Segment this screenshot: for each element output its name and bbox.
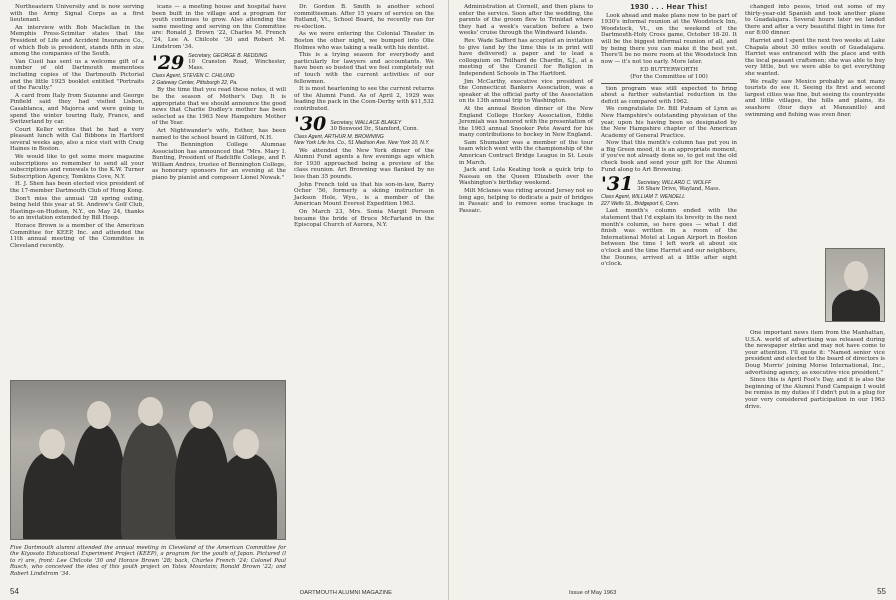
reunion-box-title: 1930 . . . Hear This! (630, 2, 708, 11)
class-31-header (601, 173, 737, 196)
paragraph: By the time that you read these notes, it will be the season of Mother's Day. It is appropriate that we should announce the good news that Charlie Dudley's mother has been selected as the 1963 New Hampshire Mother of the Year. (152, 87, 286, 127)
paragraph: At the annual Boston dinner of the New England College Hockey Association, Eddie Jeremiah was honored with the presentation of the 1963 annual Snooker Pete Award for his many contributions to hockey in New England. (459, 105, 593, 139)
paragraph: Administration at Cornell, and then plans to enter the service. Soon after the wedding, the parents of the groom flew to Trinidad where they had a week's vacation before a two weeks' cruise through the Windward Islands. (459, 4, 593, 37)
paragraph: Milt Mclanes was riding around Jersey not so long ago, helping to dedicate a pair of bridges in Passaic and to remove some trackage in Passaic. (459, 188, 593, 214)
paragraph: An interview with Bob Maclellan in the Memphis Press-Scimitar states that the President of Life and Accident Insurance Co., of which Bob is president, stands fifth in size among the companies of the South. (10, 24, 144, 58)
paragraph: Harriet and I spent the next two weeks at Lake Chapala about 30 miles south of Guadalajara. Harriet was entranced with the place and with the local peasant craftsmen; she was able to buy very little, but we were able to get everything she wanted. (745, 37, 885, 77)
class-29-header (152, 52, 286, 75)
paragraph: Rev. Wade Safford has accepted an invitation to give (and by the time this is in print will have delivered) a paper and to lead a colloquium on Teilhard de Chardin, S.J., at a meeting of the Council for Religion in Independent Schools in The Hartford. (459, 37, 593, 77)
paragraph: We really saw Mexico probably as not many tourists do see it. Seeing its first and second largest cities was fine, but seeing its countryside and little villages, the hills and plains, its seashore (four days at Manzanillo) and swimming and fishing was even finer. (745, 78, 885, 118)
paragraph: The Bennington College Alumnae Association has announced that "Mrs. Mary I. Bunting, President of Radcliffe College, and F. William Andres, trustee of Bennington College, as honorary sponsors for an evening at the piano by pianist and composer Lionel Nowak." (152, 142, 286, 182)
paragraph: changed into pesos, tried out some of my thirty-year-old Spanish and took another plane to Guadalajara. Several hours later we landed there and after a very beautiful flight in time for our 8:00 dinner. (745, 4, 885, 37)
paragraph: tion program was still expected to bring about a further substantial reduction in the deficit as compared with 1962. (601, 85, 737, 105)
paragraph: We congratulate Dr. Bill Putnam of Lynn as New Hampshire's outstanding physician of the year, upon his having been so designated by the New Hampshire chapter of the American Academy of General Practice. (601, 106, 737, 139)
class-agent: Class Agent, ARTHUR M. BROWNING New York Life Ins. Co., 51 Madison Ave. New York 10, N.Y. (294, 133, 430, 147)
page-number-left: 54 (10, 587, 19, 596)
class-agent: Class Agent, STEVEN C. CHILUND 2 Gateway Center, Pittsburgh 22, Pa. (152, 73, 238, 86)
class-year: '29 (152, 52, 185, 75)
paragraph: Northeastern University and is now serving with the Army Signal Corps as a first lieutenant. (10, 4, 144, 24)
photo-caption: Five Dartmouth alumni attended the annual meeting in Cleveland of the American Committee for the Kiyosato Educational Experiment Project (KEEP), a program for the youth of Japan. Pictured (l to r) are, front: Lee Chilcote '30 and Horace Brown '28; back, Charles French '24; Colonel Paul Rusch, who conceived the idea of this youth project on Yatsu Mountain; Ronald Brown '22; and Robert Lindstrom '34. (10, 545, 286, 577)
right-column-2 (601, 4, 737, 269)
person-head (138, 397, 163, 426)
class-secretary: Secretary, GEORGE B. REDDING 10 Cranston Road, Winchester, Mass. (188, 53, 286, 72)
paragraph: We would like to get some more magazine subscriptions so remember to send all your subscriptions and renewals to the K.W. Turner Subscription Agency, Tomkins Cove, N.Y. (10, 154, 144, 180)
right-column-1 (459, 4, 593, 215)
paragraph: As we were entering the Colonial Theater in Boston the other night, we bumped into Olie Holmes who was taking a walk with his dentist. (294, 31, 434, 51)
person-head (87, 401, 111, 429)
paragraph: This is a trying season for everybody and particularly for lawyers and accountants. We have been so busted that we feel completely out of touch with the current activities of our fellowmen. (294, 52, 434, 85)
person-figure (121, 421, 179, 540)
class-agent: Class Agent, WILLIAM T. WENDELL 227 Wells St., Bridgeport 6, Conn. (601, 194, 686, 207)
person-head (39, 429, 65, 459)
person-figure (217, 453, 277, 540)
alumni-group-photo (10, 380, 286, 540)
paragraph: Court Keller writes that he had a very pleasant lunch with Cal Bibbons in Hartford several weeks ago, also a nice visit with Craig Haines in Boston. (10, 126, 144, 153)
paragraph: One important news item from the Manhattan, U.S.A. world of advertising was released during the newspaper strike and may not have come to your attention. I'll quote it: "Named senior vice president and elected to the board of directors is Doug Morris' joining Morse International, Inc., advertising agency, as executive vice president." (745, 330, 885, 376)
paragraph: Don't miss the annual '28 spring outing, being held this year at St. Andrew's Golf Club, Hastings-on-Hudson, N.Y., on May 24, thanks to an invitation extended by Bill Hoop. (10, 195, 144, 222)
paragraph: Sam Shumaker was a member of the tour team which went with the championship of the American Contract Bridge League in St. Louis in March. (459, 139, 593, 166)
left-column-2 (152, 4, 286, 183)
paragraph: We attended the New York dinner of the Alumni Fund agents a few evenings ago which for 1930 approached being a preview of the class reunion. Art Browning was flanked by no less than 35 pounds. (294, 147, 434, 181)
divider (601, 83, 737, 84)
paragraph: Since this is April Fool's Day, and it is also the beginning of the Alumni Fund Campaign I would be remiss in my duties if I didn't put in a plug for your very considered participation in our 1963 drive. (745, 377, 885, 410)
paragraph: Art Nightwander's wife, Esther, has been named to the school board in Gilford, N.H. (152, 127, 286, 141)
paragraph: Dr. Gordon B. Smith is another school committeeman. After 15 years of service on the Rutland, Vt., School Board, he recently ran for re-election. (294, 4, 434, 30)
person-figure (832, 289, 880, 322)
class-year: '30 (294, 112, 327, 135)
magazine-title-footer: DARTMOUTH ALUMNI MAGAZINE (300, 590, 393, 596)
paragraph: Jack and Lola Keating took a quick trip to Nassau on the Queen Elizabeth over the Washington's birthday weekend. (459, 167, 593, 187)
portrait-photo (825, 248, 885, 322)
paragraph: Last month's column ended with the statement that I'd explain its brevity in the next month's column, so here goes — what I did finish was written in a room of the International Motel at Logan Airport in Boston between the time I left work at about six o'clock and the time Harriet and our neighbors, the Dounes, arrived at a little after eight o'clock. (601, 208, 737, 268)
paragraph: Look ahead and make plans now to be part of 1930's informal reunion at the Woodstock Inn, Woodstock, Vt., on the weekend of the Dartmouth-Holy Cross game, October 18-20. It will be the biggest informal reunion of all, and by being there you can make it the best yet. There'll be no more room at the Woodstock Inn now — it's not too early. More later. (601, 12, 737, 65)
left-column-1 (10, 4, 144, 250)
class-30-header (294, 112, 434, 135)
person-head (189, 401, 213, 429)
paragraph: On March 23, Mrs. Sonia Margit Persson became the bride of Bruce McFarland in the Episcopal Church of Aurora, N.Y. (294, 209, 434, 229)
class-secretary: Secretary, WILLARD C. WOLFF 36 Shaw Drive, Wayland, Mass. (637, 180, 721, 193)
person-head (844, 261, 868, 291)
paragraph: Van Cueil has sent us a welcome gift of a number of old Dartmouth mementoes including copies of the Dartmouth Pictorial and the little 1925 booklet entitled "Portraits of the Faculty." (10, 58, 144, 92)
person-head (233, 429, 259, 459)
class-year: '31 (601, 173, 634, 196)
right-page (448, 0, 896, 600)
right-column-3b (745, 330, 885, 411)
class-secretary: Secretary, WALLACE BLAKEY 30 Boxwood Dr., Stamford, Conn. (330, 119, 419, 132)
paragraph: John French told us that his son-in-law, Barry Ocher '56, formerly a skiing instructor in Jackson Hole, Wyo., is a member of the American Mount Everest Expedition 1963. (294, 181, 434, 208)
page-number-right: 55 (877, 587, 886, 596)
paragraph: Now that this month's column has put you in a Big Green mood, it is an appropriate moment, if you've not already done so, to get out the old check book and send your gift for the Alumni Fund along to Art Browning. (601, 140, 737, 173)
left-column-3 (294, 4, 434, 230)
right-column-3 (745, 4, 885, 119)
paragraph: H. J. Shen has been elected vice president of the 17-member Dartmouth Club of Hong Kong. (10, 181, 144, 195)
issue-footer: Issue of May 1963 (569, 590, 617, 596)
paragraph: Jim McCarthy, executive vice president of the Connecticut Bankers Association, was a speaker at the official party of the Association on its 13th annual trip to Washington. (459, 78, 593, 105)
signature: ED BUTTERWORTH (For the Committee of 100) (630, 67, 708, 80)
paragraph: It is most heartening to see the current returns of the Alumni Fund. As of April 2, 1929 was leading the pack in the Coon-Derby with $11,532 contributed. (294, 86, 434, 112)
paragraph: icans — a meeting house and hospital have been built in the village and a program for youth continues to grow. Also attending the same meeting and serving on the Committee are: Ronald J. Brown '22, Charles M. French '24, Lee A. Chilcote '30 and Robert M. Lindstrom '34. (152, 4, 286, 50)
paragraph: Horace Brown is a member of the American Committee for KEEP, Inc. and attended the 11th annual meeting of the Committee in Cleveland recently. (10, 223, 144, 249)
paragraph: A card from Italy from Suzanne and George Pinfield said they had visited Lisbon, Casablanca, and Majorca and were going to spend the winter touring Italy, France, and Switzerland by car. (10, 92, 144, 126)
person-figure (73, 423, 125, 540)
